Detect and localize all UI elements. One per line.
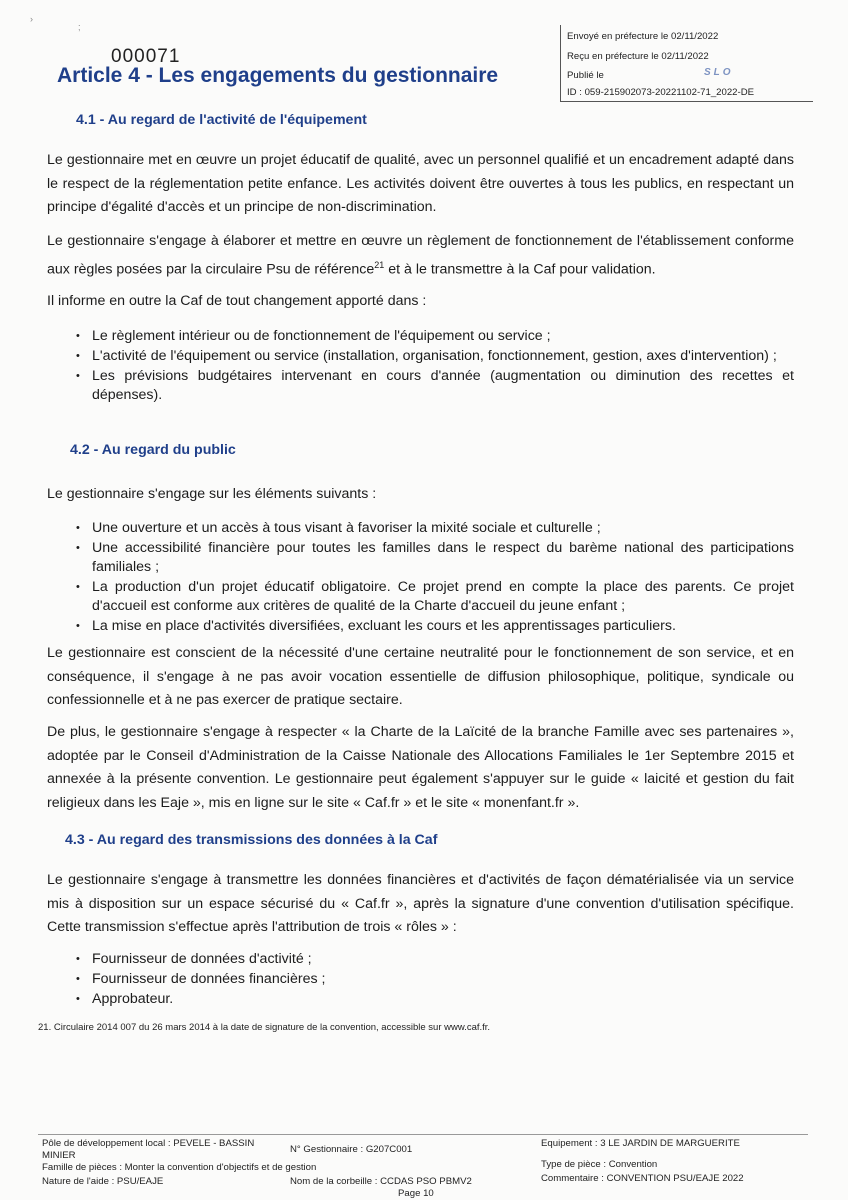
page-number: Page 10 (398, 1188, 434, 1199)
scan-mark: › (30, 14, 33, 24)
stamp-logo: SLO (704, 67, 734, 78)
footer-pole: Pôle de développement local : PEVELE - BASSIN (42, 1138, 255, 1149)
paragraph: Le gestionnaire met en œuvre un projet éducatif de qualité, avec un personnel qualifié et un encadrement adapté dans le respect de la réglementation petite enfance. Les activités doivent être ouvertes à tous les publics, en respectant un principe d'égalité d'accès et un principe de non-discrimination. (47, 152, 794, 215)
footer-corbeille: Nom de la corbeille : CCDAS PSO PBMV2 (290, 1176, 472, 1187)
prefecture-stamp (560, 25, 813, 102)
paragraph: Le gestionnaire s'engage à transmettre les données financières et d'activités de façon dématérialisée via un service mis à disposition sur un espace sécurisé du « Caf.fr », après la signature d'une convention d'utilisation spécifique. Cette transmission s'effectue après l'attribution de trois « rôles » : (47, 872, 794, 935)
bullet-list (76, 519, 794, 636)
paragraph-text: Le gestionnaire s'engage à élaborer et mettre en œuvre un règlement de fonctionnement de l'établissement conforme aux règles posées par la circulaire Psu de référence (47, 233, 794, 278)
paragraph: De plus, le gestionnaire s'engage à respecter « la Charte de la Laïcité de la branche Famille avec ses partenaires », adoptée par le Conseil d'Administration de la Caisse Nationale des Allocations Familiales le 1er Septembre 2015 et annexée à la présente convention. Le gestionnaire peut également s'appuyer sur le guide « laicité et gestion du fait religieux dans les Eaje », mis en ligne sur le site « Caf.fr » et le site « monenfant.fr ». (47, 724, 794, 811)
bullet-list (76, 327, 794, 405)
list-item: • Approbateur. (76, 990, 794, 1009)
list-item: • Une accessibilité financière pour toutes les familles dans le respect du barème national des participations familiales ; (76, 539, 794, 577)
footer-divider (38, 1134, 808, 1135)
footnote: 21. Circulaire 2014 007 du 26 mars 2014 à la date de signature de la convention, accessible sur www.caf.fr. (38, 1022, 491, 1033)
footer-commentaire: Commentaire : CONVENTION PSU/EAJE 2022 (541, 1173, 744, 1184)
list-item: • La mise en place d'activités diversifiées, excluant les cours et les apprentissages particuliers. (76, 617, 794, 636)
list-item: • Fournisseur de données d'activité ; (76, 950, 794, 969)
stamp-sent-date: Envoyé en préfecture le 02/11/2022 (567, 31, 719, 42)
list-item: • L'activité de l'équipement ou service (installation, organisation, fonctionnement, gestion, axes d'intervention) ; (76, 347, 794, 366)
footer-equipement: Equipement : 3 LE JARDIN DE MARGUERITE (541, 1138, 740, 1149)
paragraph: Le gestionnaire s'engage sur les éléments suivants : (47, 486, 377, 502)
footer-gestionnaire-number: N° Gestionnaire : G207C001 (290, 1144, 413, 1155)
stamp-published: Publié le (567, 70, 604, 81)
article-title: Article 4 - Les engagements du gestionnaire (57, 64, 499, 87)
paragraph (47, 230, 794, 282)
footer-nature-aide: Nature de l'aide : PSU/EAJE (42, 1176, 164, 1187)
stamp-id: ID : 059-215902073-20221102-71_2022-DE (567, 87, 755, 98)
section-heading-4-2: 4.2 - Au regard du public (70, 442, 236, 458)
bullet-list (76, 950, 794, 1009)
footer-famille-pieces: Famille de pièces : Monter la convention d'objectifs et de gestion (42, 1162, 317, 1173)
section-heading-4-1: 4.1 - Au regard de l'activité de l'équipement (76, 112, 367, 128)
list-item: • La production d'un projet éducatif obligatoire. Ce projet prend en compte la place des parents. Ce projet d'accueil est conforme aux critères de qualité de la Charte d'accueil du jeune enfant ; (76, 578, 794, 616)
paragraph: Le gestionnaire est conscient de la nécessité d'une certaine neutralité pour le fonctionnement de son service, et en conséquence, il s'engage à ne pas avoir vocation essentielle de diffusion philosophique, politique, syndicale ou confessionnelle et à ne pas exercer de pratique sectaire. (47, 645, 794, 708)
footer-pole: MINIER (42, 1150, 76, 1161)
section-heading-4-3: 4.3 - Au regard des transmissions des données à la Caf (65, 832, 438, 848)
document-number: 000071 (111, 46, 181, 67)
list-item: • Fournisseur de données financières ; (76, 970, 794, 989)
footer-type-piece: Type de pièce : Convention (541, 1159, 658, 1170)
list-item: • Une ouverture et un accès à tous visant à favoriser la mixité sociale et culturelle ; (76, 519, 794, 538)
scan-mark: ; (78, 22, 81, 32)
list-item: • Les prévisions budgétaires intervenant en cours d'année (augmentation ou diminution des recettes et dépenses). (76, 367, 794, 405)
paragraph: Il informe en outre la Caf de tout changement apporté dans : (47, 293, 427, 309)
stamp-received-date: Reçu en préfecture le 02/11/2022 (567, 51, 709, 62)
footnote-ref: 21 (374, 259, 385, 270)
paragraph-text: et à le transmettre à la Caf pour validation. (384, 261, 656, 278)
list-item: • Le règlement intérieur ou de fonctionnement de l'équipement ou service ; (76, 327, 794, 346)
